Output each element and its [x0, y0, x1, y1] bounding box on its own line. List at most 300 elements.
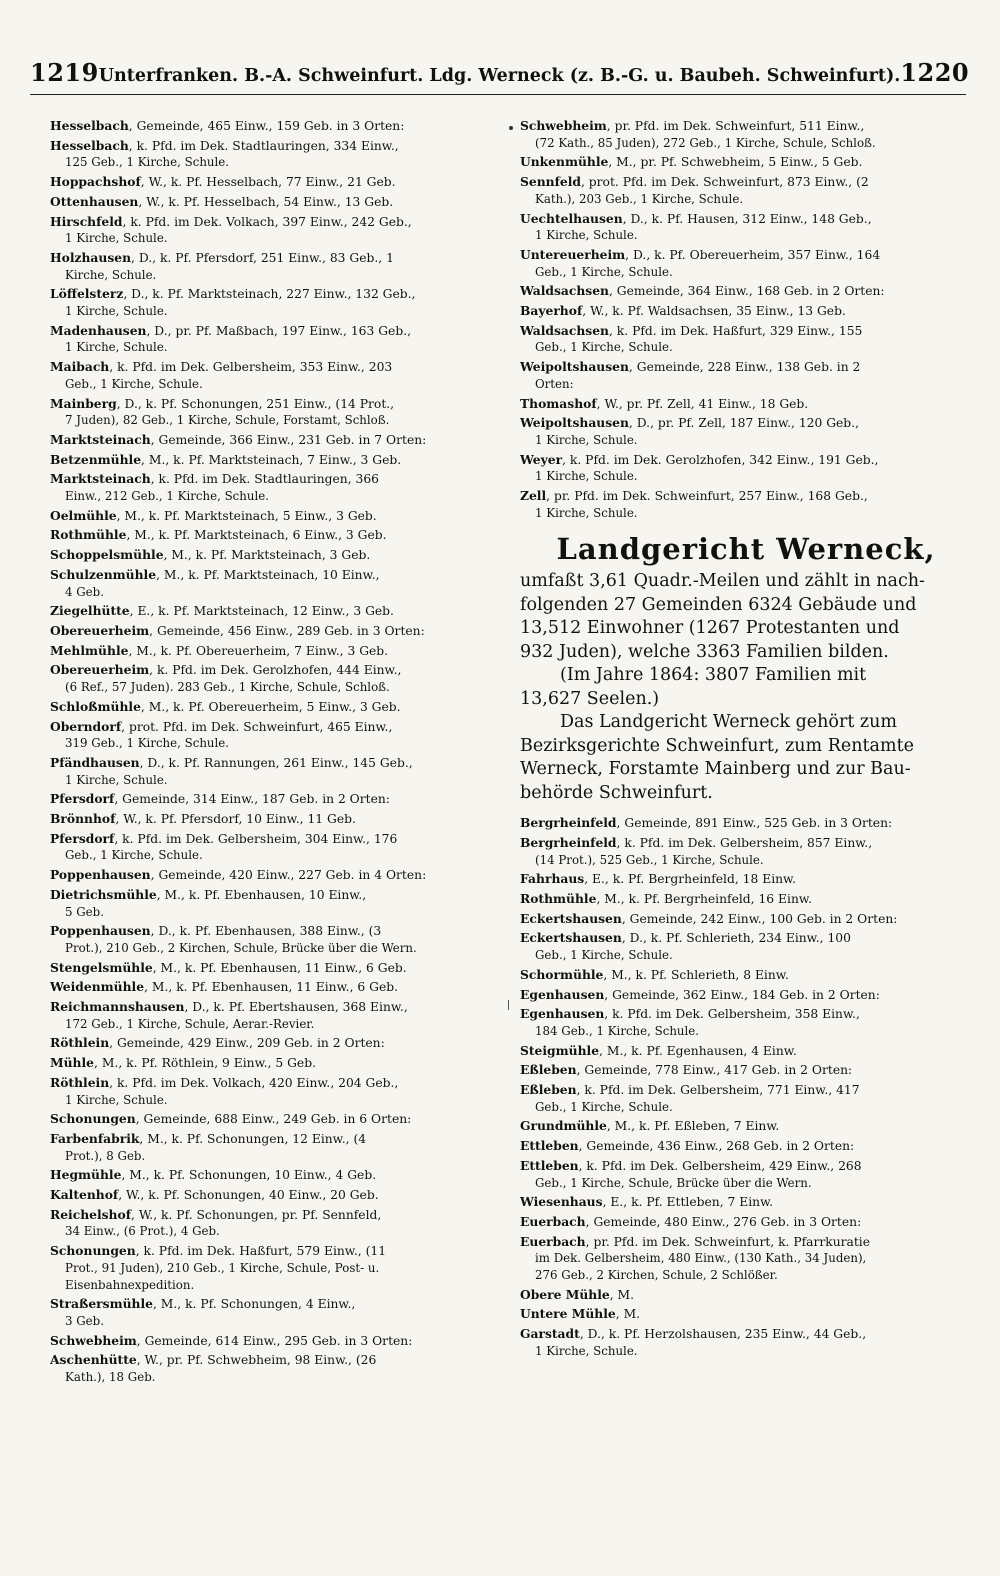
entry-line: Rothmühle, M., k. Pf. Bergrheinfeld, 16 Einw.	[520, 890, 812, 906]
place-name: Bergrheinfeld	[520, 834, 617, 850]
entry-line: 7 Juden), 82 Geb., 1 Kirche, Schule, Forstamt, Schloß.	[65, 413, 390, 428]
entry-line: Egenhausen, Gemeinde, 362 Einw., 184 Geb. in 2 Orten:	[520, 986, 880, 1002]
entry-line: Orten:	[535, 376, 574, 391]
entry-line: Ziegelhütte, E., k. Pf. Marktsteinach, 12 Einw., 3 Geb.	[50, 603, 394, 619]
place-name: Uechtelhausen	[520, 210, 623, 226]
entry	[50, 118, 502, 135]
entry	[50, 286, 502, 319]
intro-line: umfaßt 3,61 Quadr.-Meilen und zählt in nach-	[520, 571, 925, 592]
place-name: Sennfeld	[520, 174, 581, 190]
place-name: Reichelshof	[50, 1206, 131, 1222]
place-name: Mühle	[50, 1055, 94, 1071]
entry-line: Poppenhausen, Gemeinde, 420 Einw., 227 Geb. in 4 Orten:	[50, 867, 427, 883]
right-column	[520, 118, 972, 1363]
place-name: Mehlmühle	[50, 642, 129, 658]
place-name: Aschenhütte	[50, 1352, 137, 1368]
place-name: Rothmühle	[520, 890, 597, 906]
entry-line: Hegmühle, M., k. Pf. Schonungen, 10 Einw., 4 Geb.	[50, 1167, 377, 1183]
entry-line: Ottenhausen, W., k. Pf. Hesselbach, 54 Einw., 13 Geb.	[50, 193, 394, 209]
entry	[50, 359, 502, 392]
entry	[520, 815, 972, 832]
place-name: Weyer	[520, 451, 563, 467]
entry	[50, 396, 502, 429]
entry	[520, 1006, 972, 1039]
entry-line: 3 Geb.	[65, 1314, 104, 1328]
place-name: Eckertshausen	[520, 930, 622, 946]
place-name: Pfersdorf	[50, 830, 115, 846]
entry-line: Geb., 1 Kirche, Schule.	[535, 264, 673, 279]
place-name: Unkenmühle	[520, 154, 609, 170]
place-name: Eßleben	[520, 1082, 577, 1098]
entry	[520, 967, 972, 984]
place-name: Schloßmühle	[50, 698, 141, 714]
entry-line: Weidenmühle, M., k. Pf. Ebenhausen, 11 Einw., 6 Geb.	[50, 979, 399, 995]
place-name: Bayerhof	[520, 303, 583, 319]
intro-line: Bezirksgerichte Schweinfurt, zum Rentamte	[520, 735, 914, 756]
entry	[50, 214, 502, 247]
entry-line: Obereuerheim, Gemeinde, 456 Einw., 289 Geb. in 3 Orten:	[50, 622, 425, 638]
right-top-entries	[520, 118, 972, 521]
place-name: Straßersmühle	[50, 1296, 153, 1312]
entry-line: Eckertshausen, Gemeinde, 242 Einw., 100 Geb. in 2 Orten:	[520, 910, 898, 926]
place-name: Poppenhausen	[50, 923, 151, 939]
entry-line: Schwebheim, pr. Pfd. im Dek. Schweinfurt, 511 Einw.,	[520, 118, 865, 133]
entry-line: Kirche, Schule.	[65, 267, 157, 282]
entry	[520, 118, 972, 151]
entry-line: Marktsteinach, k. Pfd. im Dek. Stadtlauringen, 366	[50, 471, 379, 487]
place-name: Ettleben	[520, 1157, 579, 1173]
entry-line: Waldsachsen, Gemeinde, 364 Einw., 168 Geb. in 2 Orten:	[520, 283, 885, 299]
entry-line: Ettleben, Gemeinde, 436 Einw., 268 Geb. in 2 Orten:	[520, 1138, 855, 1154]
entry-line: 4 Geb.	[65, 584, 104, 599]
entry	[520, 1287, 972, 1304]
entry-line: Garstadt, D., k. Pf. Herzolshausen, 235 Einw., 44 Geb.,	[520, 1326, 867, 1342]
place-name: Betzenmühle	[50, 451, 142, 467]
entry-line: 1 Kirche, Schule.	[535, 1343, 638, 1358]
entry-line: Mehlmühle, M., k. Pf. Obereuerheim, 7 Einw., 3 Geb.	[50, 642, 389, 658]
place-name: Egenhausen	[520, 986, 605, 1002]
entry	[50, 194, 502, 211]
entry	[50, 755, 502, 788]
entry	[520, 211, 972, 244]
entry-line: Einw., 212 Geb., 1 Kirche, Schule.	[65, 489, 269, 504]
place-name: Thomashof	[520, 395, 597, 411]
entry	[520, 891, 972, 908]
left-column	[50, 118, 502, 1389]
intro-line: Das Landgericht Werneck gehört zum	[560, 712, 898, 733]
entry-line: (72 Kath., 85 Juden), 272 Geb., 1 Kirche, Schule, Schloß.	[535, 135, 876, 150]
entry	[50, 719, 502, 752]
entry	[50, 323, 502, 356]
entry	[50, 831, 502, 864]
place-name: Weipoltshausen	[520, 415, 629, 431]
entry-line: Straßersmühle, M., k. Pf. Schonungen, 4 Einw.,	[50, 1296, 356, 1312]
entry	[50, 603, 502, 620]
entry	[50, 1055, 502, 1072]
running-title: Unterfranken. B.-A. Schweinfurt. Ldg. Werneck (z. B.-G. u. Baubeh. Schweinfurt).	[98, 66, 901, 86]
entry-line: Weipoltshausen, Gemeinde, 228 Einw., 138 Geb. in 2	[520, 359, 861, 375]
entry	[520, 415, 972, 448]
entry-line: Unkenmühle, M., pr. Pf. Schwebheim, 5 Einw., 5 Geb.	[520, 154, 863, 170]
entry-line: Euerbach, Gemeinde, 480 Einw., 276 Geb. in 3 Orten:	[520, 1213, 862, 1229]
intro-line: behörde Schweinfurt.	[520, 782, 713, 803]
entry-line: Thomashof, W., pr. Pf. Zell, 41 Einw., 18 Geb.	[520, 395, 809, 411]
entry-line: Egenhausen, k. Pfd. im Dek. Gelbersheim, 358 Einw.,	[520, 1006, 860, 1022]
entry	[520, 303, 972, 320]
place-name: Maibach	[50, 359, 110, 375]
place-name: Marktsteinach	[50, 471, 151, 487]
place-name: Oelmühle	[50, 507, 117, 523]
place-name: Zell	[520, 488, 547, 504]
entry-line: Schulzenmühle, M., k. Pf. Marktsteinach, 10 Einw.,	[50, 566, 380, 582]
entry-line: Weipoltshausen, D., pr. Pf. Zell, 187 Einw., 120 Geb.,	[520, 415, 859, 431]
entry-line: 172 Geb., 1 Kirche, Schule, Aerar.-Revier.	[65, 1016, 315, 1031]
place-name: Euerbach	[520, 1233, 586, 1249]
entry-line: 5 Geb.	[65, 904, 104, 919]
place-name: Poppenhausen	[50, 867, 151, 883]
place-name: Hirschfeld	[50, 213, 123, 229]
entry	[520, 1138, 972, 1155]
entry-line: 1 Kirche, Schule.	[65, 304, 168, 319]
entry	[520, 452, 972, 485]
entry-line: Untereuerheim, D., k. Pf. Obereuerheim, 357 Einw., 164	[520, 246, 881, 262]
entry	[50, 979, 502, 996]
entry-line: 1 Kirche, Schule.	[65, 231, 168, 246]
place-name: Ottenhausen	[50, 193, 139, 209]
place-name: Stengelsmühle	[50, 959, 153, 975]
place-name: Waldsachsen	[520, 322, 609, 338]
entry-line: Geb., 1 Kirche, Schule.	[535, 948, 673, 963]
entry	[520, 1158, 972, 1191]
entry-line: Wiesenhaus, E., k. Pf. Ettleben, 7 Einw.	[520, 1194, 774, 1210]
entry	[520, 835, 972, 868]
place-name: Reichmannshausen	[50, 999, 185, 1015]
entry	[520, 247, 972, 280]
entry-line: Eßleben, k. Pfd. im Dek. Gelbersheim, 771 Einw., 417	[520, 1082, 860, 1098]
entry-line: Hesselbach, Gemeinde, 465 Einw., 159 Geb. in 3 Orten:	[50, 118, 405, 133]
entry	[50, 699, 502, 716]
place-name: Marktsteinach	[50, 431, 151, 447]
place-name: Röthlein	[50, 1074, 110, 1090]
entry-line: Schonungen, k. Pfd. im Dek. Haßfurt, 579 Einw., (11	[50, 1243, 387, 1259]
entry-line: 1 Kirche, Schule.	[535, 228, 638, 243]
intro-line: 13,627 Seelen.)	[520, 688, 660, 709]
entry-line: Bergrheinfeld, Gemeinde, 891 Einw., 525 Geb. in 3 Orten:	[520, 815, 893, 831]
entry-line: Geb., 1 Kirche, Schule, Brücke über die Wern.	[535, 1175, 812, 1190]
entry	[50, 250, 502, 283]
entry-line: Hoppachshof, W., k. Pf. Hesselbach, 77 Einw., 21 Geb.	[50, 174, 396, 190]
entry	[50, 1111, 502, 1128]
entry	[520, 871, 972, 888]
entry-line: Hirschfeld, k. Pfd. im Dek. Volkach, 397 Einw., 242 Geb.,	[50, 213, 412, 229]
place-name: Pfersdorf	[50, 791, 115, 807]
entry-line: Geb., 1 Kirche, Schule.	[535, 340, 673, 355]
place-name: Egenhausen	[520, 1006, 605, 1022]
page-number-right: 1220	[900, 58, 970, 87]
entry	[520, 1214, 972, 1231]
intro-line: Werneck, Forstamte Mainberg und zur Bau-	[520, 759, 911, 780]
entry-line: Eßleben, Gemeinde, 778 Einw., 417 Geb. in 2 Orten:	[520, 1062, 853, 1078]
entry-line: Hesselbach, k. Pfd. im Dek. Stadtlauringen, 334 Einw.,	[50, 137, 399, 153]
entry	[50, 811, 502, 828]
entry	[520, 1234, 972, 1284]
place-name: Euerbach	[520, 1213, 586, 1229]
place-name: Ettleben	[520, 1138, 579, 1154]
entry-line: Poppenhausen, D., k. Pf. Ebenhausen, 388 Einw., (3	[50, 923, 382, 939]
entry-line: Holzhausen, D., k. Pf. Pfersdorf, 251 Einw., 83 Geb., 1	[50, 249, 394, 265]
column-rule-mark	[508, 1000, 509, 1010]
entry-line: Grundmühle, M., k. Pf. Eßleben, 7 Einw.	[520, 1118, 780, 1134]
entry-line: 276 Geb., 2 Kirchen, Schule, 2 Schlößer.	[535, 1268, 778, 1283]
entry	[50, 1187, 502, 1204]
entry-line: Röthlein, Gemeinde, 429 Einw., 209 Geb. in 2 Orten:	[50, 1035, 385, 1051]
entry-line: (14 Prot.), 525 Geb., 1 Kirche, Schule.	[535, 852, 764, 867]
entry	[50, 623, 502, 640]
entry-line: im Dek. Gelbersheim, 480 Einw., (130 Kath., 34 Juden),	[535, 1251, 867, 1266]
left-entries	[50, 118, 502, 1386]
entry-line: Reichelshof, W., k. Pf. Schonungen, pr. Pf. Sennfeld,	[50, 1206, 382, 1222]
entry-line: Fahrhaus, E., k. Pf. Bergrheinfeld, 18 Einw.	[520, 871, 797, 887]
entry	[520, 154, 972, 171]
entry	[50, 432, 502, 449]
entry	[50, 508, 502, 525]
entry-line: Prot.), 8 Geb.	[65, 1148, 146, 1163]
intro-line: 932 Juden), welche 3363 Familien bilden.	[520, 641, 889, 662]
place-name: Schoppelsmühle	[50, 547, 164, 563]
entry-line: Stengelsmühle, M., k. Pf. Ebenhausen, 11 Einw., 6 Geb.	[50, 959, 407, 975]
entry-line: Prot., 91 Juden), 210 Geb., 1 Kirche, Schule, Post- u.	[65, 1260, 380, 1275]
place-name: Weipoltshausen	[520, 359, 629, 375]
entry-line: Madenhausen, D., pr. Pf. Maßbach, 197 Einw., 163 Geb.,	[50, 322, 412, 338]
place-name: Kaltenhof	[50, 1187, 119, 1203]
entry	[520, 174, 972, 207]
entry	[50, 791, 502, 808]
entry-line: Kath.), 203 Geb., 1 Kirche, Schule.	[535, 191, 744, 206]
section-title: Landgericht Werneck,	[556, 532, 936, 567]
place-name: Eßleben	[520, 1062, 577, 1078]
entry	[50, 867, 502, 884]
entry-line: Aschenhütte, W., pr. Pf. Schwebheim, 98 Einw., (26	[50, 1352, 377, 1368]
entry	[50, 1296, 502, 1329]
place-name: Schulzenmühle	[50, 566, 157, 582]
entry	[50, 887, 502, 920]
place-name: Grundmühle	[520, 1118, 607, 1134]
place-name: Schormühle	[520, 966, 604, 982]
place-name: Schonungen	[50, 1243, 136, 1259]
entry	[50, 662, 502, 695]
place-name: Weidenmühle	[50, 979, 145, 995]
entry	[50, 1243, 502, 1293]
entry-line: Bergrheinfeld, k. Pfd. im Dek. Gelbersheim, 857 Einw.,	[520, 834, 873, 850]
entry-line: Uechtelhausen, D., k. Pf. Hausen, 312 Einw., 148 Geb.,	[520, 210, 872, 226]
entry	[50, 999, 502, 1032]
place-name: Schwebheim	[50, 1332, 137, 1348]
place-name: Ziegelhütte	[50, 603, 130, 619]
entry	[520, 323, 972, 356]
entry-line: Pfersdorf, k. Pfd. im Dek. Gelbersheim, 304 Einw., 176	[50, 830, 398, 846]
entry	[50, 960, 502, 977]
entry-line: Schoppelsmühle, M., k. Pf. Marktsteinach, 3 Geb.	[50, 547, 371, 563]
place-name: Holzhausen	[50, 249, 132, 265]
place-name: Dietrichsmühle	[50, 886, 157, 902]
entry-line: Obereuerheim, k. Pfd. im Dek. Gerolzhofen, 444 Einw.,	[50, 662, 402, 678]
entry	[50, 1207, 502, 1240]
entry-line: Waldsachsen, k. Pfd. im Dek. Haßfurt, 329 Einw., 155	[520, 322, 863, 338]
entry-line: 1 Kirche, Schule.	[65, 1092, 168, 1107]
entry-line: Obere Mühle, M.	[520, 1286, 635, 1302]
entry-line: Löffelsterz, D., k. Pf. Marktsteinach, 227 Einw., 132 Geb.,	[50, 286, 416, 302]
place-name: Untereuerheim	[520, 246, 626, 262]
place-name: Obere Mühle	[520, 1286, 610, 1302]
entry	[50, 452, 502, 469]
place-name: Farbenfabrik	[50, 1130, 140, 1146]
place-name: Fahrhaus	[520, 871, 585, 887]
entry	[520, 1118, 972, 1135]
place-name: Schwebheim	[520, 118, 607, 133]
entry	[520, 1043, 972, 1060]
entry-line: Schonungen, Gemeinde, 688 Einw., 249 Geb. in 6 Orten:	[50, 1111, 412, 1127]
entry-line: Betzenmühle, M., k. Pf. Marktsteinach, 7 Einw., 3 Geb.	[50, 451, 402, 467]
place-name: Obereuerheim	[50, 662, 150, 678]
column-marker	[509, 126, 513, 130]
entry-line: Schwebheim, Gemeinde, 614 Einw., 295 Geb. in 3 Orten:	[50, 1332, 413, 1348]
entry	[520, 1194, 972, 1211]
entry-line: Ettleben, k. Pfd. im Dek. Gelbersheim, 429 Einw., 268	[520, 1157, 862, 1173]
place-name: Bergrheinfeld	[520, 815, 617, 831]
place-name: Hegmühle	[50, 1167, 122, 1183]
entry	[520, 488, 972, 521]
entry	[520, 283, 972, 300]
entry-line: 125 Geb., 1 Kirche, Schule.	[65, 155, 230, 170]
place-name: Hesselbach	[50, 118, 129, 133]
entry	[50, 1075, 502, 1108]
entry-line: Kaltenhof, W., k. Pf. Schonungen, 40 Einw., 20 Geb.	[50, 1187, 379, 1203]
entry-line: Mainberg, D., k. Pf. Schonungen, 251 Einw., (14 Prot.,	[50, 395, 395, 411]
page-number-left: 1219	[30, 58, 99, 87]
entry-line: Mühle, M., k. Pf. Röthlein, 9 Einw., 5 Geb.	[50, 1055, 316, 1071]
place-name: Hesselbach	[50, 137, 129, 153]
entry-line: Steigmühle, M., k. Pf. Egenhausen, 4 Einw.	[520, 1042, 797, 1058]
place-name: Pfändhausen	[50, 754, 140, 770]
place-name: Rothmühle	[50, 527, 127, 543]
right-bottom-entries	[520, 815, 972, 1359]
entry	[520, 1326, 972, 1359]
entry-line: Prot.), 210 Geb., 2 Kirchen, Schule, Brücke über die Wern.	[65, 940, 417, 955]
entry-line: 1 Kirche, Schule.	[535, 432, 638, 447]
entry-line: Zell, pr. Pfd. im Dek. Schweinfurt, 257 Einw., 168 Geb.,	[520, 488, 868, 504]
entry-line: 1 Kirche, Schule.	[535, 505, 638, 520]
place-name: Röthlein	[50, 1035, 110, 1051]
entry	[520, 1082, 972, 1115]
entry-line: Farbenfabrik, M., k. Pf. Schonungen, 12 Einw., (4	[50, 1130, 367, 1146]
entry	[50, 471, 502, 504]
entry-line: Oberndorf, prot. Pfd. im Dek. Schweinfurt, 465 Einw.,	[50, 718, 393, 734]
entry-line: Geb., 1 Kirche, Schule.	[65, 376, 203, 391]
place-name: Steigmühle	[520, 1042, 600, 1058]
entry-line: Eisenbahnexpedition.	[65, 1277, 195, 1292]
place-name: Eckertshausen	[520, 910, 622, 926]
place-name: Mainberg	[50, 395, 117, 411]
entry-line: 319 Geb., 1 Kirche, Schule.	[65, 736, 230, 751]
entry	[50, 138, 502, 171]
entry	[50, 643, 502, 660]
entry-line: Pfersdorf, Gemeinde, 314 Einw., 187 Geb. in 2 Orten:	[50, 791, 390, 807]
entry-line: Dietrichsmühle, M., k. Pf. Ebenhausen, 10 Einw.,	[50, 886, 367, 902]
entry-line: 34 Einw., (6 Prot.), 4 Geb.	[65, 1224, 220, 1239]
entry	[50, 567, 502, 600]
entry-line: Eckertshausen, D., k. Pf. Schlerieth, 234 Einw., 100	[520, 930, 851, 946]
place-name: Obereuerheim	[50, 622, 150, 638]
entry-line: Bayerhof, W., k. Pf. Waldsachsen, 35 Einw., 13 Geb.	[520, 303, 846, 319]
entry-line: Oelmühle, M., k. Pf. Marktsteinach, 5 Einw., 3 Geb.	[50, 507, 377, 523]
section-intro	[520, 570, 972, 805]
entry-line: 1 Kirche, Schule.	[65, 772, 168, 787]
entry-line: Brönnhof, W., k. Pf. Pfersdorf, 10 Einw., 11 Geb.	[50, 811, 356, 827]
entry-line: Röthlein, k. Pfd. im Dek. Volkach, 420 Einw., 204 Geb.,	[50, 1074, 399, 1090]
entry	[50, 174, 502, 191]
place-name: Oberndorf	[50, 718, 122, 734]
entry-line: Geb., 1 Kirche, Schule.	[65, 848, 203, 863]
entry	[50, 527, 502, 544]
place-name: Brönnhof	[50, 811, 116, 827]
place-name: Garstadt	[520, 1326, 580, 1342]
entry	[50, 1131, 502, 1164]
page-header	[30, 58, 970, 95]
entry-line: Euerbach, pr. Pfd. im Dek. Schweinfurt, k. Pfarrkuratie	[520, 1233, 870, 1249]
entry-line: Reichmannshausen, D., k. Pf. Ebertshausen, 368 Einw.,	[50, 999, 408, 1015]
entry-line: Kath.), 18 Geb.	[65, 1370, 156, 1385]
place-name: Löffelsterz	[50, 286, 124, 302]
entry	[50, 1167, 502, 1184]
entry	[520, 359, 972, 392]
entry-line: Schloßmühle, M., k. Pf. Obereuerheim, 5 Einw., 3 Geb.	[50, 698, 401, 714]
entry	[520, 930, 972, 963]
entry	[50, 1333, 502, 1350]
entry	[520, 396, 972, 413]
entry-line: Sennfeld, prot. Pfd. im Dek. Schweinfurt, 873 Einw., (2	[520, 174, 869, 190]
entry-line: Rothmühle, M., k. Pf. Marktsteinach, 6 Einw., 3 Geb.	[50, 527, 387, 543]
entry-line: Geb., 1 Kirche, Schule.	[535, 1099, 673, 1114]
entry	[520, 987, 972, 1004]
entry-line: 184 Geb., 1 Kirche, Schule.	[535, 1023, 700, 1038]
entry-line: Maibach, k. Pfd. im Dek. Gelbersheim, 353 Einw., 203	[50, 359, 393, 375]
entry	[50, 923, 502, 956]
entry-line: Marktsteinach, Gemeinde, 366 Einw., 231 Geb. in 7 Orten:	[50, 431, 427, 447]
place-name: Madenhausen	[50, 322, 147, 338]
entry	[50, 1035, 502, 1052]
entry-line: (6 Ref., 57 Juden). 283 Geb., 1 Kirche, Schule, Schloß.	[65, 680, 390, 695]
place-name: Schonungen	[50, 1111, 136, 1127]
entry-line: Weyer, k. Pfd. im Dek. Gerolzhofen, 342 Einw., 191 Geb.,	[520, 451, 879, 467]
place-name: Waldsachsen	[520, 283, 609, 299]
place-name: Wiesenhaus	[520, 1194, 603, 1210]
entry-line: Schormühle, M., k. Pf. Schlerieth, 8 Einw.	[520, 966, 789, 982]
entry-line: 1 Kirche, Schule.	[65, 340, 168, 355]
intro-line: (Im Jahre 1864: 3807 Familien mit	[560, 665, 867, 686]
entry	[50, 547, 502, 564]
entry	[520, 911, 972, 928]
entry	[520, 1062, 972, 1079]
entry	[50, 1352, 502, 1385]
place-name: Hoppachshof	[50, 174, 141, 190]
intro-line: folgenden 27 Gemeinden 6324 Gebäude und	[520, 594, 917, 615]
entry-line: 1 Kirche, Schule.	[535, 469, 638, 484]
entry	[520, 1306, 972, 1323]
place-name: Untere Mühle	[520, 1306, 616, 1322]
intro-line: 13,512 Einwohner (1267 Protestanten und	[520, 618, 900, 639]
entry-line: Pfändhausen, D., k. Pf. Rannungen, 261 Einw., 145 Geb.,	[50, 754, 413, 770]
entry-line: Untere Mühle, M.	[520, 1306, 641, 1322]
